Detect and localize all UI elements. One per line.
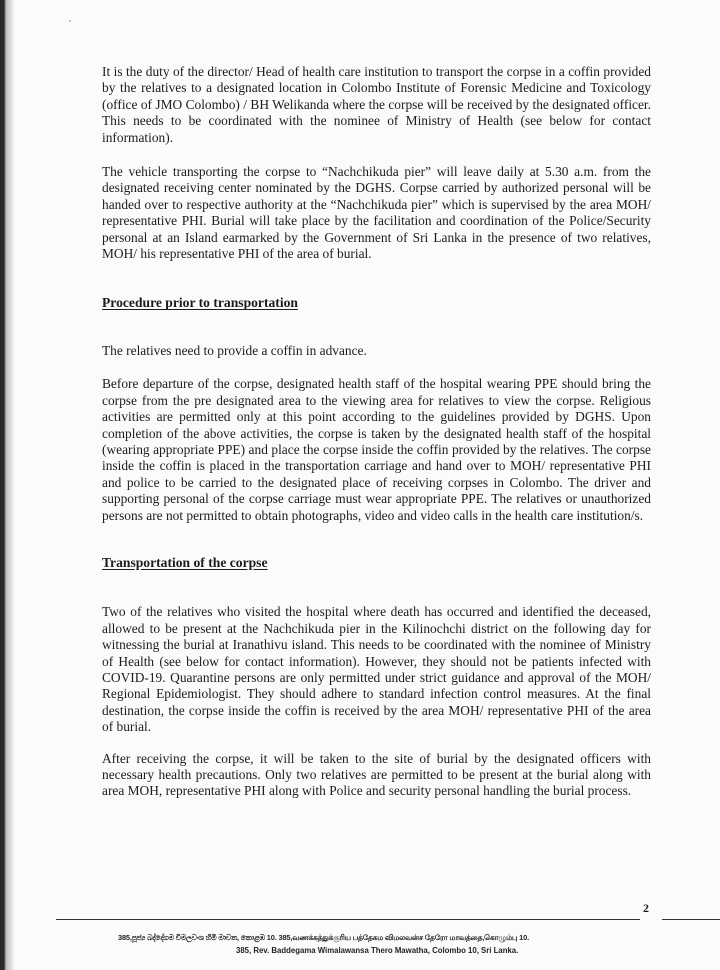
paragraph-corpse-transport-duty: It is the duty of the director/ Head of health care institution to transport the corpse in a coffin provided by the relatives to a designated location in Colombo Institute of Forensic Medicine and Toxicology (office of JMO Colombo) / BH Welikanda where the corpse will be received by the designated officer. This needs to be coordinated with the nominee of Ministry of Health (see below for contact information). [102,64,651,145]
footer-address-english: 385, Rev. Baddegama Wimalawansa Thero Mawatha, Colombo 10, Sri Lanka. [236,946,519,955]
document-body [102,64,651,800]
scan-speck [69,20,71,22]
footer-divider [56,919,640,920]
heading-transportation-of-corpse: Transportation of the corpse [102,554,268,570]
paragraph-relatives-at-pier: Two of the relatives who visited the hospital where death has occurred and identified the deceased, allowed to be present at the Nachchikuda pier in the Kilinochchi district on the following day for witnessing the burial at Iranathivu island. This needs to be coordinated with the nominee of Ministry of Health (see below for contact information). However, they should not be patients infected with COVID-19. Quarantine persons are only permitted under strict guidance and approval of the MOH/ Regional Epidemiologist. They should adhere to standard infection control measures. At the final destination, the corpse inside the coffin is received by the area MOH/ representative PHI of the area of burial. [102,604,651,735]
heading-procedure-prior-transportation: Procedure prior to transportation [102,295,298,311]
footer-address-local-languages: 385,පූජ්‍ය බද්දේගම විමලවංශ හිමි මාවත, කොළඹ 10. 385,வணக்கத்துக்குரிய பத்தேகம விமலவன்ச தேரோ மாவத்தை,கொழும்பு 10. [118,933,529,942]
footer-divider-right [662,919,720,920]
paragraph-vehicle-schedule: The vehicle transporting the corpse to “Nachchikuda pier” will leave daily at 5.30 a.m. from the designated receiving center nominated by the DGHS. Corpse carried by authorized personal will be handed over to respective authority at the “Nachchikuda pier” which is supervised by the area MOH/ representative PHI. Burial will take place by the facilitation and coordination of the Police/Security personal at an Island earmarked by the Government of Sri Lanka in the presence of two relatives, MOH/ his representative PHI of the area of burial. [102,164,651,262]
page-number: 2 [643,901,649,915]
paragraph-coffin-in-advance: The relatives need to provide a coffin in advance. [102,342,367,358]
scan-edge-shadow [0,0,14,970]
paragraph-departure-procedure: Before departure of the corpse, designated health staff of the hospital wearing PPE should bring the corpse from the pre designated area to the viewing area for relatives to view the corpse. Religious activities are permitted only at this point according to the guidelines provided by DGHS. Upon completion of the above activities, the corpse is taken by the designated health staff of the hospital (wearing appropriate PPE) and place the corpse inside the coffin provided by the relatives. The corpse inside the coffin is placed in the transportation carriage and hand over to MOH/ representative PHI and police to be carried to the designated place of receiving corpses in Colombo. The driver and supporting personal of the corpse carriage must wear appropriate PPE. The relatives or unauthorized persons are not permitted to obtain photographs, video and video calls in the health care institution/s. [102,376,651,523]
paragraph-burial-site: After receiving the corpse, it will be taken to the site of burial by the designated officers with necessary health precautions. Only two relatives are permitted to be present at the burial along with area MOH, representative PHI along with Police and security personal handling the burial process. [102,750,651,799]
